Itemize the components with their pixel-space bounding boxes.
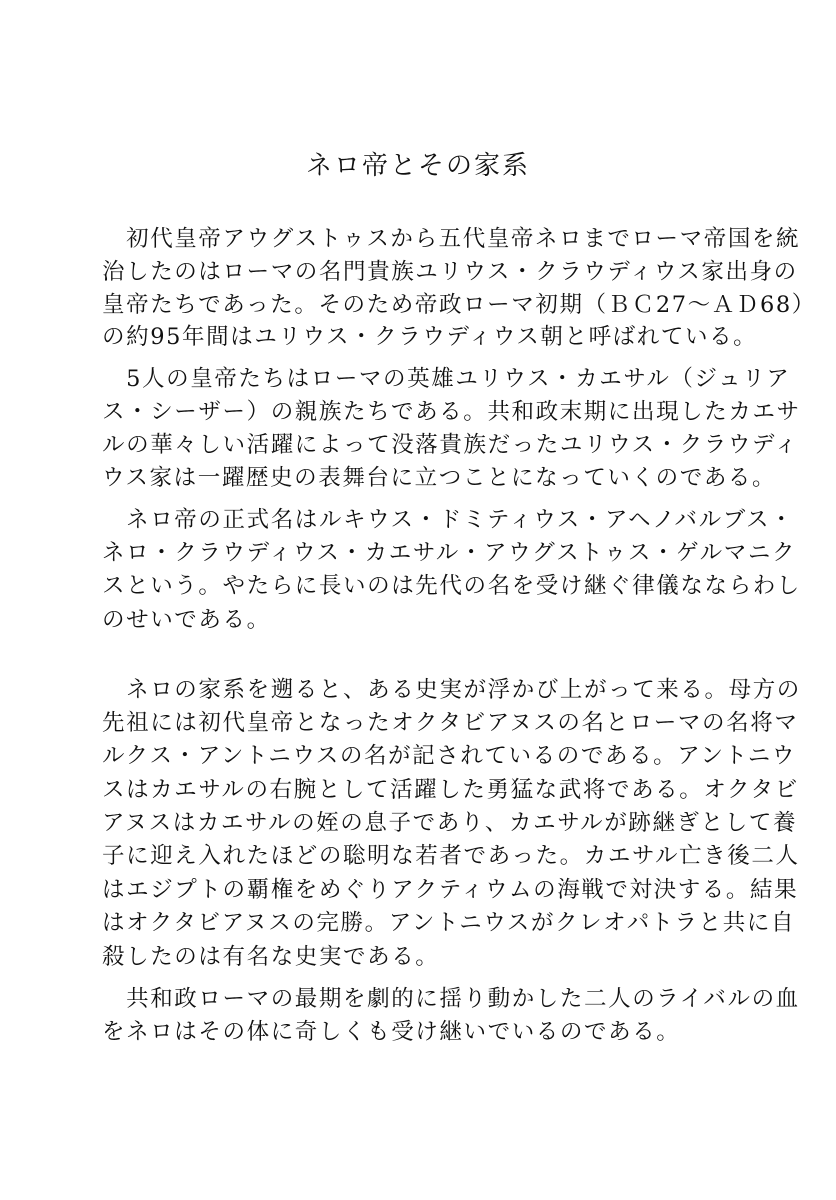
text-line: 初代皇帝アウグストゥスから五代皇帝ネロまでローマ帝国を統 bbox=[102, 226, 801, 252]
text-line: スという。やたらに長いのは先代の名を受け継ぐ律儀なならわし bbox=[102, 573, 801, 599]
text-line: はエジプトの覇権をめぐりアクティウムの海戦で対決する。結果 bbox=[102, 877, 799, 903]
text-line: ルクス・アントニウスの名が記されているのである。アントニウ bbox=[102, 743, 796, 769]
text-line: アヌスはカエサルの姪の息子であり、カエサルが跡継ぎとして養 bbox=[102, 810, 798, 836]
text-line: のせいである。 bbox=[102, 607, 271, 633]
text-line: はオクタビアヌスの完勝。アントニウスがクレオパトラと共に自 bbox=[102, 910, 796, 936]
text-line: ウス家は一躍歴史の表舞台に立つことになっていくのである。 bbox=[102, 465, 777, 491]
text-line: をネロはその体に奇しくも受け継いでいるのである。 bbox=[102, 1019, 681, 1045]
text-line: ネロの家系を遡ると、ある史実が浮かび上がって来る。母方の bbox=[102, 677, 801, 703]
text-line: 5人の皇帝たちはローマの英雄ユリウス・カエサル（ジュリア bbox=[102, 366, 791, 392]
text-line: 殺したのは有名な史実である。 bbox=[102, 944, 440, 970]
text-line: ネロ帝の正式名はルキウス・ドミティウス・アヘノバルブス・ bbox=[102, 507, 795, 533]
text-line: 皇帝たちであった。そのため帝政ローマ初期（ＢＣ27～ＡＤ68） bbox=[102, 292, 816, 318]
text-line: 子に迎え入れたほどの聡明な若者であった。カエサル亡き後二人 bbox=[102, 843, 800, 869]
text-line: 治したのはローマの名門貴族ユリウス・クラウディウス家出身の bbox=[102, 259, 798, 285]
text-line: の約95年間はユリウス・クラウディウス朝と呼ばれている。 bbox=[102, 324, 758, 350]
page-title: ネロ帝とその家系 bbox=[305, 151, 530, 181]
text-line: 先祖には初代皇帝となったオクタビアヌスの名とローマの名将マ bbox=[102, 710, 799, 736]
text-line: ス・シーザー）の親族たちである。共和政末期に出現したカエサ bbox=[102, 399, 801, 425]
text-line: ネロ・クラウディウス・カエサル・アウグストゥス・ゲルマニク bbox=[102, 540, 797, 566]
text-line: 共和政ローマの最期を劇的に揺り動かした二人のライバルの血 bbox=[102, 986, 800, 1012]
text-line: ルの華々しい活躍によって没落貴族だったユリウス・クラウディ bbox=[102, 432, 799, 458]
text-line: スはカエサルの右腕として活躍した勇猛な武将である。オクタビ bbox=[102, 777, 799, 803]
